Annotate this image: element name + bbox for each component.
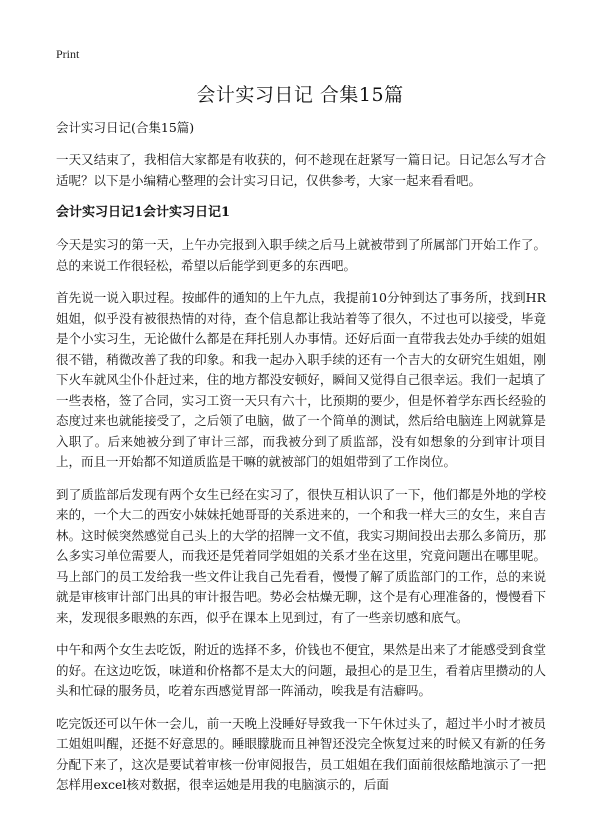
- body-paragraph: 到了质监部后发现有两个女生已经在实习了，很快互相认识了一下，他们都是外地的学校来的，一个大二的西安小妹妹托她哥哥的关系进来的，一个和我一样大三的女生，来自吉林。这时候突然感觉自己头上的大学的招牌一文不值，我实习期间投出去那么多简历，那么多实习单位需要人，而我还是凭着同学姐姐的关系才坐在这里，究竟问题出在哪里呢。马上部门的员工发给我一些文件让我自己先看看，慢慢了解了质监部门的工作，总的来说就是审核审计部门出具的审计报告吧。势必会枯燥无聊，这个是有心理准备的，慢慢看下来，发现很多眼熟的东西，似乎在课本上见到过，有了一些亲切感和底气。: [56, 486, 546, 625]
- section-heading: 会计实习日记1会计实习日记1: [56, 205, 231, 220]
- body-paragraph: 首先说一说入职过程。按邮件的通知的上午九点，我提前10分钟到达了事务所，找到HR姐姐，似乎没有被很热情的对待，查个信息都让我站着等了很久，不过也可以接受，毕竟是个小实习生，无论做什么都是在拜托别人办事情。还好后面一直带我去处办手续的姐姐很不错，稍微改善了我的印象。和我一起办入职手续的还有一个吉大的女研究生姐姐，刚下火车就风尘仆仆赶过来，住的地方都没安顿好，瞬间又觉得自己很幸运。我们一起填了一些表格，签了合同，实习工资一天只有六十，比预期的要少，但是怀着学东西长经验的态度过来也就能接受了，之后领了电脑，做了一个简单的测试，然后给电脑连上网就算是入职了。后来她被分到了审计三部，而我被分到了质监部，没有如想象的分到审计项目上，而且一开始都不知道质监是干嘛的就被部门的姐姐带到了工作岗位。: [56, 290, 546, 469]
- body-paragraph: 吃完饭还可以午休一会儿，前一天晚上没睡好导致我一下午休过头了，超过半小时才被员工姐姐叫醒，还挺不好意思的。睡眼朦胧而且神智还没完全恢复过来的时候又有新的任务分配下来了，这次是要试着审核一份审阅报告，员工姐姐在我们面前很炫酷地演示了一把怎样用excel核对数据，很幸运她是用我的电脑演示的，后面: [56, 715, 546, 792]
- body-paragraph: 今天是实习的第一天，上午办完报到入职手续之后马上就被带到了所属部门开始工作了。总的来说工作很轻松，希望以后能学到更多的东西吧。: [56, 237, 546, 273]
- intro-paragraph: 一天又结束了，我相信大家都是有收获的，何不趁现在赶紧写一篇日记。日记怎么写才合适呢？以下是小编精心整理的会计实习日记，仅供参考，大家一起来看看吧。: [56, 152, 546, 188]
- document-title: 会计实习日记 合集15篇: [196, 84, 404, 106]
- document-subtitle: 会计实习日记(合集15篇): [56, 120, 195, 135]
- body-paragraph: 中午和两个女生去吃饭，附近的选择不多，价钱也不便宜，果然是出来了才能感受到食堂的好。在这边吃饭，味道和价格都不是太大的问题，最担心的是卫生，看着店里攒动的人头和忙碌的服务员，吃着东西感觉胃部一阵涌动，唉我是有洁癖吗。: [56, 642, 546, 698]
- print-label: Print: [56, 47, 80, 61]
- document-body: [56, 118, 546, 808]
